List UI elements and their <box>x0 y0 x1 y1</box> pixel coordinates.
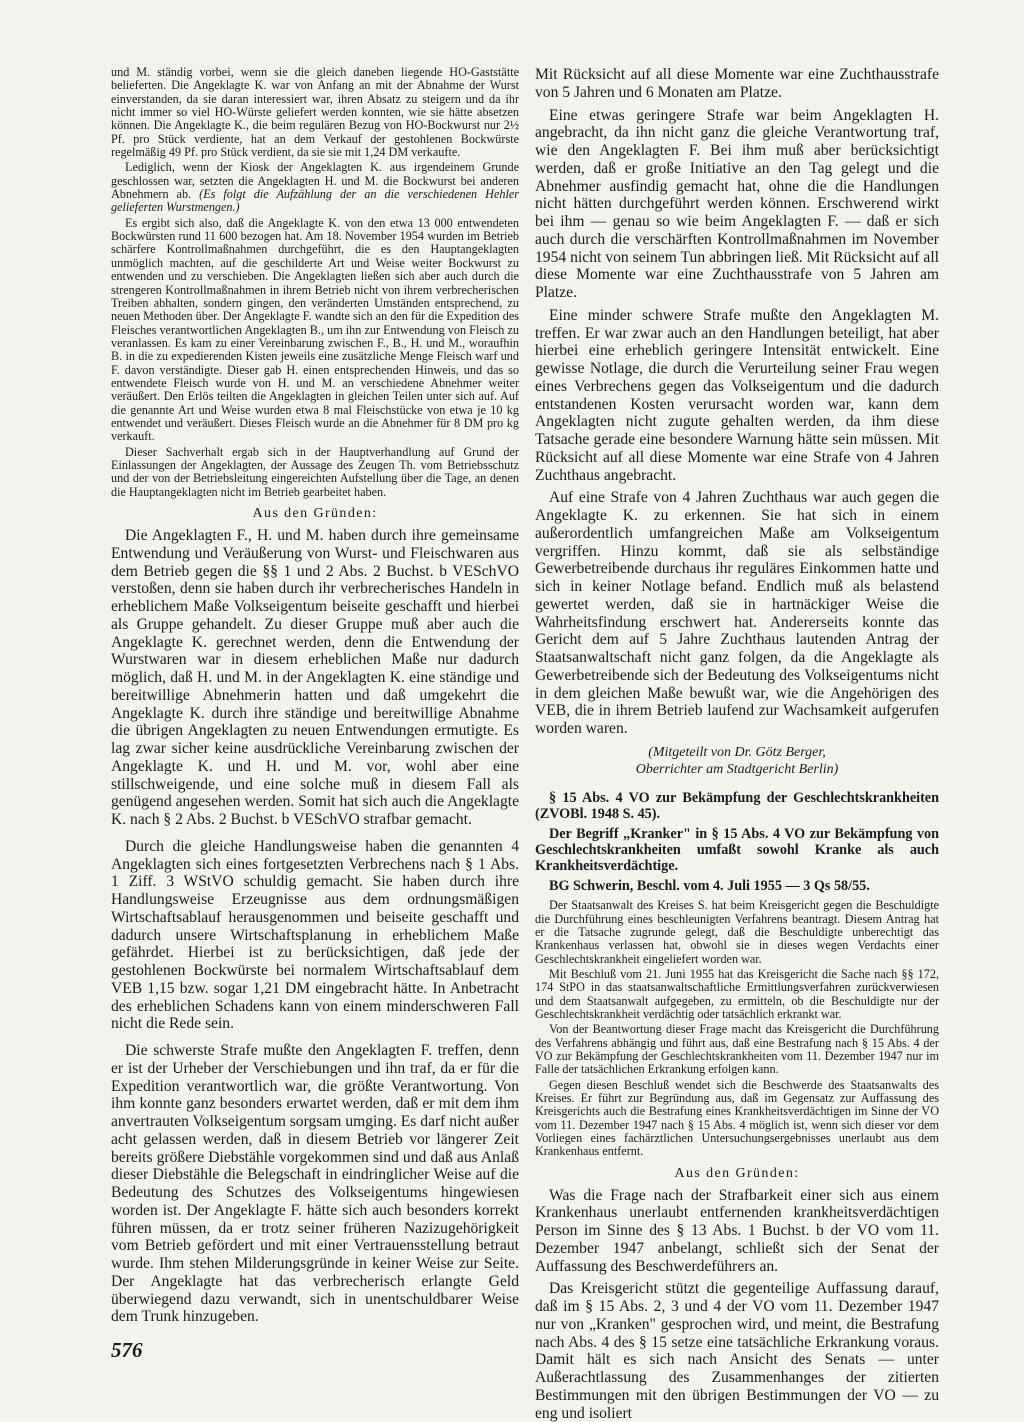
paragraph-text: Lediglich, wenn der Kiosk der Angeklagten K. aus irgendeinem Grunde geschlossen war, setzten die Angeklagten H. und M. die Bockwurst bei anderen Abnehmern ab. <box>111 160 519 202</box>
paragraph: Mit Rücksicht auf all diese Momente war eine Zuchthausstrafe von 5 Jahren und 6 Monaten am Platze. <box>535 66 939 101</box>
attribution <box>535 744 939 778</box>
paragraph: Mit Beschluß vom 21. Juni 1955 hat das Kreisgericht die Sache nach §§ 172, 174 StPO in das staatsanwaltschaftliche Ermittlungsverfahren zurückverwiesen und dem Staatsanwalt aufgegeben, zu ermitteln, ob die Beschuldigte nur der Geschlechtskrankheit verdächtig oder tatsächlich erkrankt war. <box>535 966 939 1021</box>
right-column <box>535 66 939 1422</box>
paragraph <box>111 161 519 214</box>
paragraph: Auf eine Strafe von 4 Jahren Zuchthaus war auch gegen die Angeklagte K. zu erkennen. Sie hat sich in einem außerordentlich umfangreichen Maße am Volkseigentum vergriffen. Hinzu kommt, daß sie als selbständige Gewerbetreibende durchaus ihr reguläres Einkommen hatte und sich in keiner Notlage befand. Endlich muß als belastend gewertet werden, daß sie in hartnäckiger Weise die Wahrheitsfindung erschwert hat. Andererseits konnte das Gericht dem auf 5 Jahre Zuchthaus lautenden Antrag der Staatsanwaltschaft nicht ganz folgen, da die Angeklagte als Gewerbetreibende sich der Bedeutung des Volkseigentums nicht in dem gleichen Maße bewußt war, wie die Angehörigen des VEB, die in ihrem Betrieb laufend zur Wachsamkeit aufgerufen worden waren. <box>535 489 939 737</box>
page-number: 576 <box>111 1338 143 1362</box>
law-reference: § 15 Abs. 4 VO zur Bekämpfung der Geschlechtskrankheiten (ZVOBl. 1948 S. 45). <box>535 789 939 823</box>
paragraph: Eine minder schwere Strafe mußte den Angeklagten M. treffen. Er war zwar auch an den Handlungen beteiligt, hat aber hierbei eine erheblich geringere Intensität entwickelt. Eine gewisse Notlage, die durch die Verurteilung seiner Frau wegen eines Verbrechens gegen das Volkseigentum und die dadurch entstandenen Kosten verursacht worden war, kann dem Angeklagten nicht zugute gehalten werden, da ihm diese Tatsache gerade eine besondere Warnung hätte sein müssen. Mit Rücksicht auf all diese Momente war eine Strafe von 4 Jahren Zuchthaus angebracht. <box>535 306 939 484</box>
paragraph: Die schwerste Strafe mußte den Angeklagten F. treffen, denn er ist der Urheber der Verschiebungen und ihn traf, da er für die Expedition verantwortlich war, die größte Verantwortung. Von ihm konnte ganz besonders erwartet werden, daß er mit dem ihm anvertrauten Volkseigentum sorgsam umging. Es darf nicht außer acht gelassen werden, daß in diesem Betrieb vor längerer Zeit bereits größere Diebstähle vorgekommen sind und daß aus Anlaß dieser Diebstähle die Belegschaft in eindringlicher Weise auf die Bedeutung des Schutzes des Volkseigentums hingewiesen worden ist. Der Angeklagte F. hätte sich auch besonders korrekt führen müssen, da er trotz seiner früheren Nazizugehörigkeit vom Betrieb gefördert und mit einer Vertrauensstellung betraut wurde. Ihm stehen Milderungsgründe in keiner Weise zur Seite. Der Angeklagte hat das verbrecherisch erlangte Geld überwiegend dazu verwandt, sich in unentschuldbarer Weise dem Trunk hinzugeben. <box>111 1042 519 1326</box>
paragraph: Durch die gleiche Handlungsweise haben die genannten 4 Angeklagten sich eines fortgesetzten Verbrechens nach § 1 Abs. 1 Ziff. 3 WStVO schuldig gemacht. Sie haben durch ihre Handlungsweise Erzeugnisse aus dem ordnungsmäßigen Wirtschaftsablauf herausgenommen und beiseite geschafft und dadurch unsere Wirtschaftsplanung in erheblichem Maße gefährdet. Hierbei ist zu berücksichtigen, daß jede der gestohlenen Bockwürste bei normalem Wirtschaftsablauf dem VEB 1,15 bzw. sogar 1,21 DM eingebracht hätte. In Anbetracht des erheblichen Schadens kann von einem minderschweren Fall nicht die Rede sein. <box>111 837 519 1033</box>
paragraph: Dieser Sachverhalt ergab sich in der Hauptverhandlung auf Grund der Einlassungen der Angeklagten, der Aussage des Zeugen Th. vom Betriebsschutz und der von der Betriebsleitung eingereichten Aufstellung über die Tage, an denen die Hauptangeklagten nicht im Betrieb gearbeitet haben. <box>111 444 519 499</box>
court-citation: BG Schwerin, Beschl. vom 4. Juli 1955 — 3 Qs 58/55. <box>549 877 870 894</box>
editorial-note: (Es folgt die Aufzählung der an die verschiedenen Hehler gelieferten Wurstmengen.) <box>111 187 519 215</box>
paragraph: Das Kreisgericht stützt die gegenteilige Auffassung darauf, daß im § 15 Abs. 2, 3 und 4 der VO vom 11. Dezember 1947 nur von „Kranken" gesprochen wird, und meint, die Bestrafung nach Abs. 4 des § 15 setze eine tatsächliche Erkrankung voraus. Damit hält es sich nach Ansicht des Senats — unter Außerachtlassung des Zusammenhanges der zitierten Bestimmungen mit den übrigen Bestimmungen der VO — zu eng und isoliert <box>535 1280 939 1422</box>
headnote: Der Begriff „Kranker" in § 15 Abs. 4 VO zur Bekämpfung von Geschlechtskrankheiten umfaßt sowohl Kranke als auch Krankheitsverdächtige. <box>535 825 939 875</box>
left-column <box>111 66 519 1326</box>
paragraph: Von der Beantwortung dieser Frage macht das Kreisgericht die Durchführung des Verfahrens abhängig und führt aus, daß eine Bestrafung nach § 15 Abs. 4 der VO zur Bekämpfung der Geschlechtskrankheiten vom 11. Dezember 1947 nur im Falle der tatsächlichen Erkrankung erfolgen kann. <box>535 1022 939 1077</box>
paragraph: Der Staatsanwalt des Kreises S. hat beim Kreisgericht gegen die Beschuldigte die Durchführung eines beschleunigten Verfahrens beantragt. Diesem Antrag hat er die Tatsache zugrunde gelegt, daß die Beschuldigte unberechtigt das Krankenhaus verlassen hat, obwohl sie in dieses wegen Verdachts einer Geschlechtskrankheit eingeliefert worden war. <box>535 898 939 966</box>
section-heading: Aus den Gründen: <box>252 506 378 521</box>
attribution-line: (Mitgeteilt von Dr. Götz Berger, <box>648 744 826 760</box>
paragraph: Was die Frage nach der Strafbarkeit einer sich aus einem Krankenhaus unerlaubt entfernenden krankheitsverdächtigen Person im Sinne des § 13 Abs. 1 Buchst. b der VO vom 11. Dezember 1947 anbelangt, schließt sich der Senat der Auffassung des Beschwerdeführers an. <box>535 1186 939 1275</box>
paragraph: und M. ständig vorbei, wenn sie die gleich daneben liegende HO-Gaststätte belieferten. Die Angeklagte K. war von Anfang an mit der Abnahme der Wurst einverstanden, da sie daran interessiert war, ihren Absatz zu steigern und da ihr nicht immer so viel HO-Würste geliefert werden konnten, wie sie hätte absetzen können. Die Angeklagte K., die beim regulären Bezug von HO-Bockwurst nur 2½ Pf. pro Stück verdiente, hat an dem Verkauf der gestohlenen Bockwürste regelmäßig 49 Pf. pro Stück verdient, da sie sie mit 1,24 DM verkaufte. <box>111 65 519 160</box>
paragraph: Gegen diesen Beschluß wendet sich die Beschwerde des Staatsanwalts des Kreises. Er führt zur Begründung aus, daß im Gegensatz zur Auffassung des Kreisgerichts auch die Bestrafung eines Krankheitsverdächtigen im Sinne der VO vom 11. Dezember 1947 nach § 15 Abs. 4 möglich ist, wenn sich dieser vor dem Vorliegen eines fachärztlichen Untersuchungsergebnisses unerlaubt aus dem Krankenhaus entfernt. <box>535 1077 939 1159</box>
paragraph: Eine etwas geringere Strafe war beim Angeklagten H. angebracht, da ihn nicht ganz die gleiche Verantwortung traf, wie den Angeklagten F. Bei ihm muß aber berücksichtigt werden, daß er große Initiative an den Tag gelegt und die Abnehmer ausfindig gemacht hat, ohne die die Handlungen nicht hätten durchgeführt werden können. Erschwerend wirkt bei ihm — genau so wie beim Angeklagten F. — daß er sich auch durch die verschärften Kontrollmaßnahmen im November 1954 nicht von seinem Tun abbringen ließ. Mit Rücksicht auf all diese Momente war eine Zuchthausstrafe von 5 Jahren am Platze. <box>535 106 939 301</box>
attribution-line: Oberrichter am Stadtgericht Berlin) <box>635 761 839 777</box>
paragraph: Es ergibt sich also, daß die Angeklagte K. von den etwa 13 000 entwendeten Bockwürsten rund 11 600 bezogen hat. Am 18. November 1954 wurden im Betrieb schärfere Kontrollmaßnahmen durchgeführt, die es den Hauptangeklagten unmöglich machten, auf die geschilderte Art und Weise weiter Bockwurst zu entwenden und zu verschieben. Die Angeklagten ließen sich aber auch durch die strengeren Kontrollmaßnahmen in ihrem Betrieb nicht von ihrem verbrecherischen Treiben abhalten, sondern gingen, den veränderten Umständen entsprechend, zu neuen Methoden über. Der Angeklagte F. wandte sich an den für die Expedition des Fleisches verantwortlichen Angeklagten B., um ihn zur Entwendung von Fleisch zu veranlassen. Es kam zu einer Vereinbarung zwischen F., B., H. und M., woraufhin B. in die zu expedierenden Kisten jeweils eine zusätzliche Menge Fleisch warf und F. davon verständigte. Dieser gab H. einen entsprechenden Hinweis, und das so entwendete Fleisch wurde von H. und M. an verschiedene Abnehmer weiter veräußert. Den Erlös teilten die Angeklagten in gleichen Teilen unter sich auf. Auf die genannte Art und Weise wurden etwa 8 mal Fleischstücke von etwa je 10 kg entwendet und veräußert. Dieses Fleisch wurde an die Abnehmer für 8 DM pro kg verkauft. <box>111 215 519 444</box>
paragraph: Die Angeklagten F., H. und M. haben durch ihre gemeinsame Entwendung und Veräußerung von Wurst- und Fleischwaren aus dem Betrieb gegen die §§ 1 und 2 Abs. 2 Buchst. b VESchVO verstoßen, denn sie haben durch ihr verbrecherisches Handeln in erheblichem Maße Volkseigentum beiseite geschafft und hierbei als Gruppe gehandelt. Zu dieser Gruppe muß aber auch die Angeklagte K. gerechnet werden, denn die Entwendung der Wurstwaren war in diesem erheblichen Maße nur dadurch möglich, daß H. und M. in der Angeklagten K. eine ständige und bereitwillige Abnehmerin hatten und daß umgekehrt die Angeklagte K. durch ihre ständige und bereitwillige Abnahme die übrigen Angeklagten zu neuen Entwendungen ermutigte. Es lag zwar sicher keine ausdrückliche Vereinbarung zwischen der Angeklagte K. und H. und M. vor, wohl aber eine stillschweigende, und eine solche muß in diesem Fall als genügend angesehen werden. Somit hat sich auch die Angeklagte K. nach § 2 Abs. 2 Buchst. b VESchVO strafbar gemacht. <box>111 527 519 828</box>
section-heading: Aus den Gründen: <box>674 1165 800 1181</box>
